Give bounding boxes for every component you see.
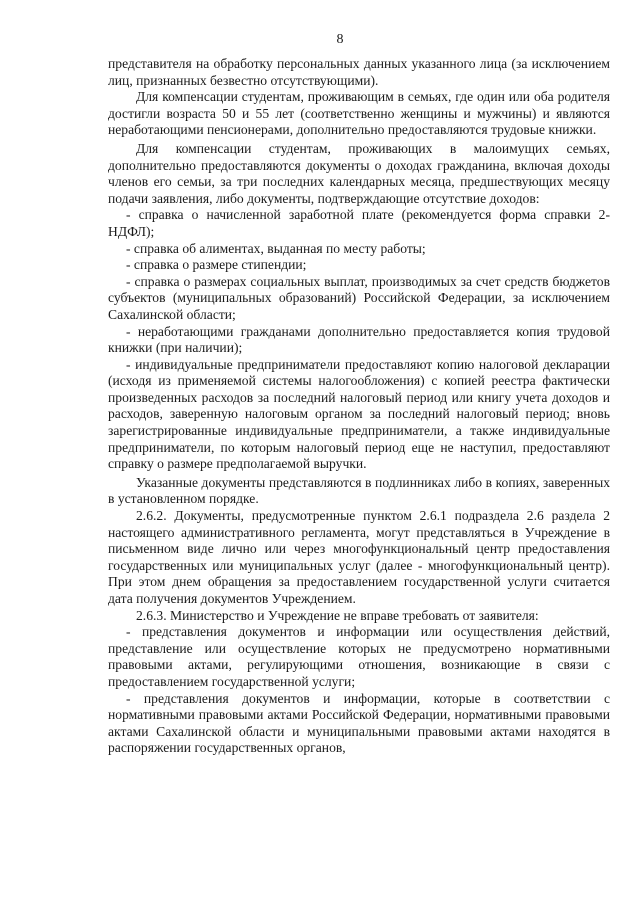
body-text	[108, 56, 610, 757]
paragraph: 2.6.3. Министерство и Учреждение не вправе требовать от заявителя:	[136, 607, 539, 623]
page-number: 8	[336, 32, 344, 47]
paragraph: - неработающими гражданами дополнительно предоставляется копия трудовой книжки (при наличии);	[108, 323, 610, 356]
paragraph: - индивидуальные предприниматели предоставляют копию налоговой декларации (исходя из применяемой системы налогообложения) с копией реестра фактически произведенных расходов за последний налоговый период или книгу учета доходов и расходов, заверенную налоговым органом за последний налоговый период; вновь зарегистрированные индивидуальные предприниматели, а также индивидуальные предприниматели, по которым налоговый период еще не наступил, предоставляют справку о размере предполагаемой выручки.	[108, 356, 610, 472]
paragraph: - справка о размерах социальных выплат, производимых за счет средств бюджетов субъектов (муниципальных образований) Российской Федерации, за исключением Сахалинской области;	[108, 273, 610, 322]
paragraph: Для компенсации студентам, проживающих в малоимущих семьях, дополнительно предоставляются документы о доходах гражданина, включая доходы членов его семьи, за три последних календарных месяца, предшествующих месяцу подачи заявления, либо документы, подтверждающие отсутствие доходов:	[108, 140, 610, 206]
paragraph: 2.6.2. Документы, предусмотренные пунктом 2.6.1 подраздела 2.6 раздела 2 настоящего административного регламента, могут представляться в Учреждение в письменном виде лично или через многофункциональный центр предоставления государственных или муниципальных услуг (далее - многофункциональный центр). При этом днем обращения за предоставлением государственной услуги считается дата получения документов Учреждением.	[108, 508, 610, 606]
paragraph: - представления документов и информации или осуществления действий, представление или осуществление которых не предусмотрено нормативными правовыми актами, регулирующими отношения, возникающие в связи с предоставлением государственной услуги;	[108, 624, 610, 689]
paragraph: - справка об алиментах, выданная по месту работы;	[126, 240, 426, 256]
paragraph: представителя на обработку персональных данных указанного лица (за исключением лиц, признанных безвестно отсутствующими).	[108, 56, 610, 88]
paragraph: Для компенсации студентам, проживающим в семьях, где один или оба родителя достигли возраста 50 и 55 лет (соответственно женщины и мужчины) и являются неработающими пенсионерами, дополнительно предоставляются трудовые книжки.	[108, 89, 610, 138]
paragraph: - справка о начисленной заработной плате (рекомендуется форма справки 2-НДФЛ);	[108, 207, 610, 239]
paragraph: - справка о размере стипендии;	[126, 257, 307, 273]
paragraph: - представления документов и информации, которые в соответствии с нормативными правовыми актами Российской Федерации, нормативными правовыми актами Сахалинской области и муниципальными правовыми актами находятся в распоряжении государственных органов,	[108, 690, 610, 756]
paragraph: Указанные документы представляются в подлинниках либо в копиях, заверенных в установленном порядке.	[108, 474, 610, 507]
